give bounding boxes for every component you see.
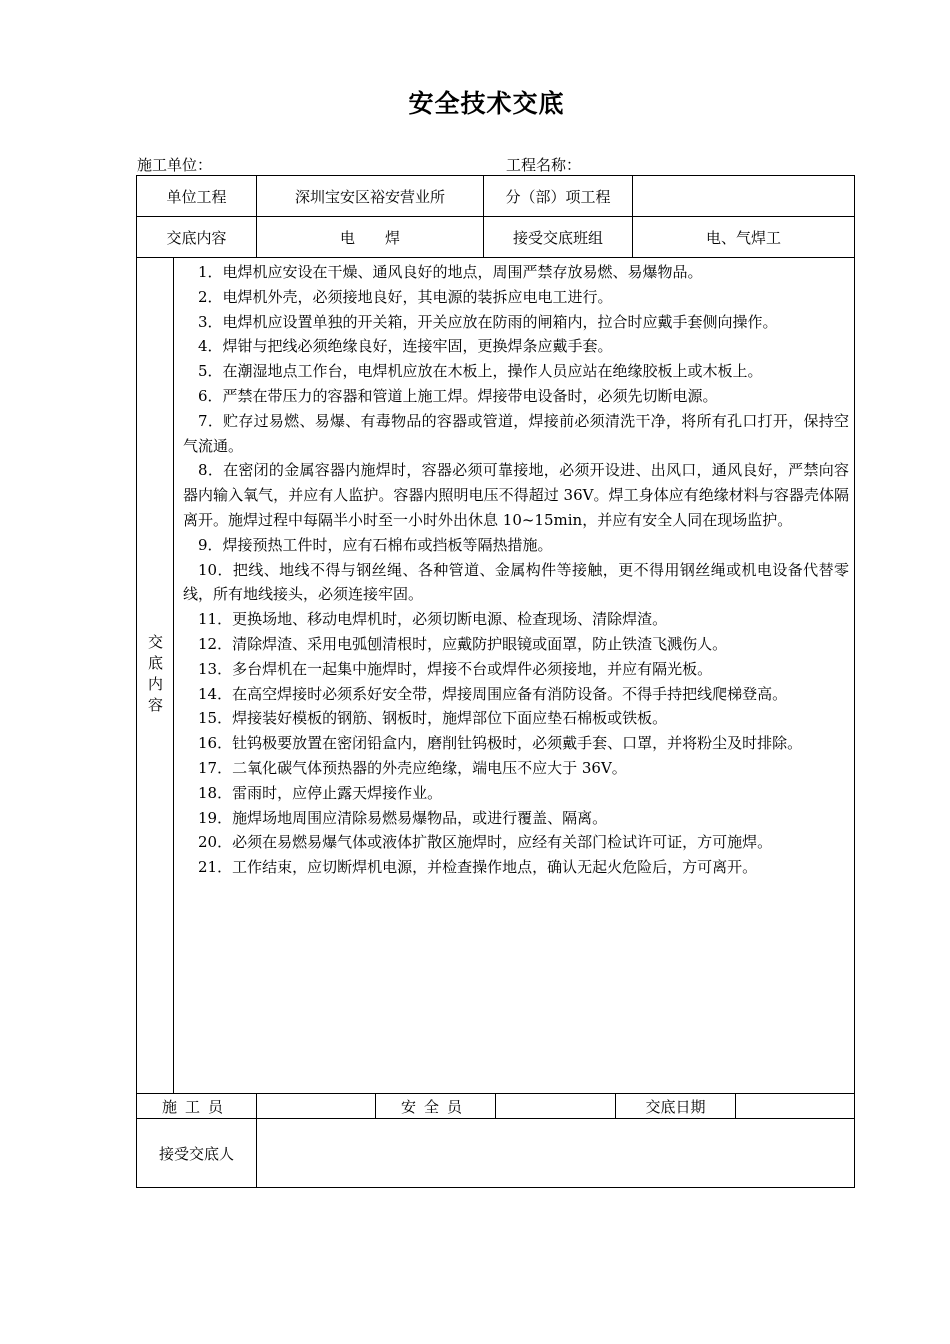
- safety-officer-label-text: 安全员: [400, 1097, 470, 1116]
- disclosure-date-label: 交底日期: [645, 1097, 706, 1116]
- disclosure-content-label: 交底内容: [166, 228, 227, 247]
- disclosure-table: [136, 175, 855, 1188]
- safety-item: 19．施焊场地周围应清除易燃易爆物品，或进行覆盖、隔离。: [198, 808, 608, 827]
- sub-project-value: [633, 176, 854, 216]
- content-side-label: [137, 258, 174, 1093]
- safety-item: 2．电焊机外壳，必须接地良好，其电源的装拆应电电工进行。: [198, 287, 613, 306]
- project-name-label: 工程名称：: [506, 156, 582, 174]
- safety-item: 13．多台焊机在一起集中施焊时，焊接不台或焊件必须接地，并应有隔光板。: [198, 659, 713, 678]
- safety-items-list: [183, 260, 849, 880]
- safety-item: 17．二氧化碳气体预热器的外壳应绝缘，端电压不应大于 36V。: [198, 758, 627, 777]
- receiving-team-value: 电、气焊工: [705, 228, 781, 247]
- receiver-label: 接受交底人: [158, 1144, 234, 1163]
- page-title: 安全技术交底: [408, 89, 565, 118]
- content-side-label-text: 交底内容: [146, 633, 164, 718]
- safety-item: 12．清除焊渣、采用电弧刨清根时，应戴防护眼镜或面罩，防止铁渣飞溅伤人。: [198, 634, 728, 653]
- safety-item: 9．焊接预热工件时，应有石棉布或挡板等隔热措施。: [198, 535, 553, 554]
- row-divider: [137, 257, 854, 258]
- disclosure-date-value: [736, 1094, 854, 1118]
- worker-label: [137, 1094, 256, 1118]
- safety-officer-label: [376, 1094, 495, 1118]
- sub-project-label: 分（部）项工程: [505, 187, 611, 206]
- safety-item: 20．必须在易燃易爆气体或液体扩散区施焊时，应经有关部门检试许可证，方可施焊。: [198, 833, 773, 852]
- safety-item: 6．严禁在带压力的容器和管道上施工焊。焊接带电设备时，必须先切断电源。: [198, 386, 718, 405]
- worker-label-text: 施工员: [161, 1097, 231, 1116]
- safety-item: 1．电焊机应安设在干燥、通风良好的地点，周围严禁存放易燃、易爆物品。: [198, 263, 703, 281]
- unit-project-value: 深圳宝安区裕安营业所: [294, 187, 445, 206]
- safety-item: 21．工作结束，应切断焊机电源，并检查操作地点，确认无起火危险后，方可离开。: [198, 858, 758, 877]
- safety-item: 5．在潮湿地点工作台，电焊机应放在木板上，操作人员应站在绝缘胶板上或木板上。: [198, 362, 763, 381]
- worker-value: [257, 1094, 375, 1118]
- construction-unit-label: 施工单位：: [137, 156, 213, 174]
- receiver-value: [257, 1119, 854, 1187]
- unit-project-label: 单位工程: [166, 187, 227, 206]
- disclosure-content-value: 电 焊: [339, 228, 400, 247]
- safety-item: 11．更换场地、移动电焊机时，必须切断电源、检查现场、清除焊渣。: [198, 610, 668, 629]
- safety-item: 18．雷雨时，应停止露天焊接作业。: [198, 783, 443, 802]
- safety-item: 4．焊钳与把线必须绝缘良好，连接牢固，更换焊条应戴手套。: [198, 337, 613, 356]
- safety-officer-value: [496, 1094, 615, 1118]
- safety-item: 7．贮存过易燃、易爆、有毒物品的容器或管道，焊接前必须清洗干净，将所有孔口打开，保持空气流通。: [183, 411, 849, 455]
- safety-item: 16．钍钨极要放置在密闭铅盒内，磨削钍钨极时，必须戴手套、口罩，并将粉尘及时排除。: [198, 734, 803, 753]
- safety-item: 8．在密闭的金属容器内施焊时，容器必须可靠接地，必须开设进、出风口，通风良好，严禁向容器内输入氧气，并应有人监护。容器内照明电压不得超过 36V。焊工身体应有绝缘材料与容器壳体隔离开。施焊过程中每隔半小时至一小时外出休息 10~15min，并应有安全人同在现场监护。: [183, 461, 849, 529]
- safety-item: 15．焊接装好模板的钢筋、钢板时，施焊部位下面应垫石棉板或铁板。: [198, 709, 668, 728]
- safety-item: 3．电焊机应设置单独的开关箱，开关应放在防雨的闸箱内，拉合时应戴手套侧向操作。: [198, 312, 778, 331]
- receiving-team-label: 接受交底班组: [512, 228, 603, 247]
- safety-item: 14．在高空焊接时必须系好安全带，焊接周围应备有消防设备。不得手持把线爬梯登高。: [198, 684, 788, 703]
- safety-item: 10．把线、地线不得与钢丝绳、各种管道、金属构件等接触，更不得用钢丝绳或机电设备代替零线，所有地线接头，必须连接牢固。: [183, 560, 849, 604]
